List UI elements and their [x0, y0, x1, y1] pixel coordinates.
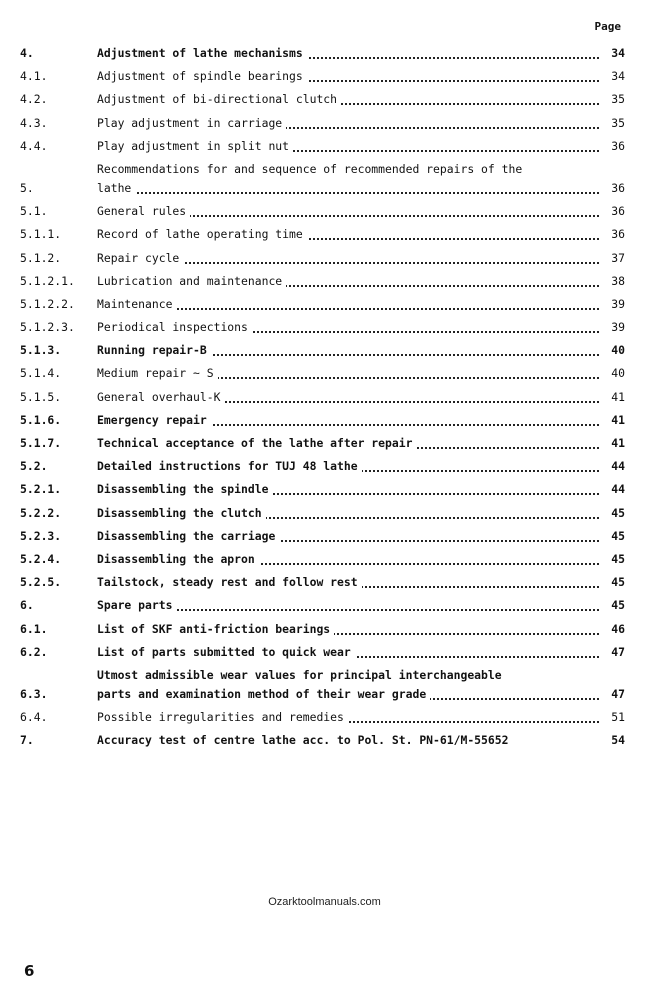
- toc-page-number: 40: [611, 366, 625, 381]
- toc-title-line: Utmost admissible wear values for principal interchangeable: [97, 666, 599, 685]
- toc-section-number: 5.2.5.: [20, 575, 62, 590]
- toc-page-number: 34: [611, 69, 625, 84]
- toc-section-number: 4.1.: [20, 69, 48, 84]
- toc-entry: [20, 550, 625, 569]
- toc-entry: [20, 364, 625, 383]
- toc-page-number: 34: [611, 46, 625, 60]
- toc-page-number: 38: [611, 273, 625, 288]
- toc-entry: [20, 643, 625, 662]
- toc-section-number: 4.3.: [20, 115, 48, 130]
- page-number: 6: [24, 962, 35, 980]
- toc-section-title: Spare parts: [97, 596, 599, 615]
- toc-entry: [20, 388, 625, 407]
- toc-page-number: 35: [611, 115, 625, 130]
- toc-section-title: Disassembling the clutch: [97, 504, 599, 523]
- toc-section-title: Possible irregularities and remedies: [97, 708, 599, 727]
- toc-entry: [20, 731, 625, 750]
- toc-title-line: lathe: [97, 179, 599, 198]
- toc-entry: [20, 44, 625, 63]
- toc-page-number: 45: [611, 598, 625, 613]
- toc-entry: [20, 457, 625, 476]
- toc-page-number: 35: [611, 92, 625, 107]
- toc-section-number: 6.: [20, 598, 34, 613]
- toc-section-number: 5.2.: [20, 459, 48, 474]
- toc-page-number: 45: [611, 551, 625, 566]
- toc-section-title: Play adjustment in carriage: [97, 114, 599, 133]
- toc-page-number: 41: [611, 436, 625, 450]
- page-column-header: Page: [594, 20, 621, 33]
- toc-section-number: 5.1.7.: [20, 436, 62, 450]
- toc-page-number: 37: [611, 250, 625, 265]
- toc-entry: [20, 137, 625, 156]
- toc-entry: [20, 90, 625, 109]
- toc-entry: [20, 160, 625, 198]
- toc-page-number: 39: [611, 296, 625, 311]
- toc-section-title: Disassembling the carriage: [97, 527, 599, 546]
- toc-section-title: General rules: [97, 202, 599, 221]
- toc-section-title: Play adjustment in split nut: [97, 137, 599, 156]
- toc-entry: [20, 272, 625, 291]
- toc-section-number: 5.1.4.: [20, 366, 62, 381]
- watermark-text: Ozarktoolmanuals.com: [268, 896, 381, 908]
- toc-page-number: 41: [611, 389, 625, 404]
- toc-section-title: [97, 666, 599, 704]
- toc-section-title: Accuracy test of centre lathe acc. to Pol. St. PN-61/M-55652: [97, 731, 599, 750]
- toc-section-number: 4.2.: [20, 92, 48, 107]
- toc-entry: [20, 341, 625, 360]
- toc-page-number: 40: [611, 343, 625, 358]
- toc-entry: [20, 202, 625, 221]
- toc-entry: [20, 114, 625, 133]
- toc-section-number: 5.1.2.: [20, 250, 62, 265]
- toc-entry: [20, 295, 625, 314]
- toc-section-number: 5.2.2.: [20, 505, 62, 520]
- toc-section-number: 4.: [20, 46, 34, 60]
- toc-section-title: Lubrication and maintenance: [97, 272, 599, 291]
- toc-entry: [20, 620, 625, 639]
- toc-section-number: 6.1.: [20, 621, 48, 636]
- toc-page-number: 45: [611, 575, 625, 590]
- toc-section-number: 5.1.3.: [20, 343, 62, 358]
- toc-page-number: 47: [611, 644, 625, 659]
- toc-entry: [20, 318, 625, 337]
- toc-section-number: 5.1.5.: [20, 389, 62, 404]
- toc-entry: [20, 666, 625, 704]
- toc-section-number: 5.2.1.: [20, 482, 62, 497]
- toc-page-number: 45: [611, 505, 625, 520]
- toc-section-number: 6.2.: [20, 644, 48, 659]
- toc-entry: [20, 434, 625, 453]
- toc-section-number: 5.2.3.: [20, 528, 62, 543]
- toc-entry: [20, 249, 625, 268]
- toc-entry: [20, 504, 625, 523]
- toc-section-title: Adjustment of bi-directional clutch: [97, 90, 599, 109]
- toc-section-number: 4.4.: [20, 138, 48, 153]
- table-of-contents: [20, 44, 625, 754]
- dot-leader: [97, 192, 599, 194]
- toc-section-number: 5.1.1.: [20, 227, 62, 242]
- toc-entry: [20, 480, 625, 499]
- toc-page-number: 44: [611, 459, 625, 474]
- toc-section-title: Adjustment of lathe mechanisms: [97, 44, 599, 63]
- toc-page-number: 51: [611, 710, 625, 725]
- toc-section-title: General overhaul-K: [97, 388, 599, 407]
- toc-section-title: Tailstock, steady rest and follow rest: [97, 573, 599, 592]
- toc-page-number: 54: [611, 733, 625, 748]
- toc-entry: [20, 225, 625, 244]
- toc-section-title: Medium repair ~ S: [97, 364, 599, 383]
- toc-entry: [20, 67, 625, 86]
- toc-page-number: 41: [611, 412, 625, 427]
- toc-page-number: 45: [611, 528, 625, 543]
- toc-title-line: parts and examination method of their wear grade: [97, 685, 599, 704]
- toc-section-number: 5.1.2.1.: [20, 273, 75, 288]
- toc-page-number: 36: [611, 138, 625, 153]
- toc-page-number: 39: [611, 320, 625, 335]
- toc-section-title: Disassembling the apron: [97, 550, 599, 569]
- toc-page-number: 46: [611, 621, 625, 636]
- toc-section-number: 5.1.2.3.: [20, 320, 75, 335]
- toc-title-line: Recommendations for and sequence of recommended repairs of the: [97, 160, 599, 179]
- toc-page-number: 36: [611, 204, 625, 219]
- toc-section-title: Disassembling the spindle: [97, 480, 599, 499]
- toc-section-number: 5.: [20, 180, 34, 195]
- toc-entry: [20, 708, 625, 727]
- toc-entry: [20, 596, 625, 615]
- toc-entry: [20, 411, 625, 430]
- toc-section-number: 5.1.6.: [20, 412, 62, 427]
- toc-section-title: Record of lathe operating time: [97, 225, 599, 244]
- toc-section-title: Technical acceptance of the lathe after repair: [97, 434, 599, 453]
- toc-page-number: 36: [611, 180, 625, 195]
- toc-section-title: List of SKF anti-friction bearings: [97, 620, 599, 639]
- toc-section-number: 5.1.2.2.: [20, 296, 75, 311]
- toc-section-title: Adjustment of spindle bearings: [97, 67, 599, 86]
- toc-section-title: Running repair-B: [97, 341, 599, 360]
- toc-section-number: 6.4.: [20, 710, 48, 725]
- toc-page-number: 36: [611, 227, 625, 242]
- toc-section-title: Maintenance: [97, 295, 599, 314]
- toc-section-title: List of parts submitted to quick wear: [97, 643, 599, 662]
- toc-section-title: Periodical inspections: [97, 318, 599, 337]
- toc-entry: [20, 573, 625, 592]
- toc-section-number: 6.3.: [20, 686, 48, 701]
- toc-section-title: Repair cycle: [97, 249, 599, 268]
- toc-section-title: Detailed instructions for TUJ 48 lathe: [97, 457, 599, 476]
- toc-section-number: 5.1.: [20, 204, 48, 219]
- toc-page-number: 44: [611, 482, 625, 497]
- toc-section-number: 5.2.4.: [20, 551, 62, 566]
- toc-section-title: Emergency repair: [97, 411, 599, 430]
- toc-page-number: 47: [611, 686, 625, 701]
- toc-entry: [20, 527, 625, 546]
- toc-section-number: 7.: [20, 733, 34, 748]
- toc-section-title: [97, 160, 599, 198]
